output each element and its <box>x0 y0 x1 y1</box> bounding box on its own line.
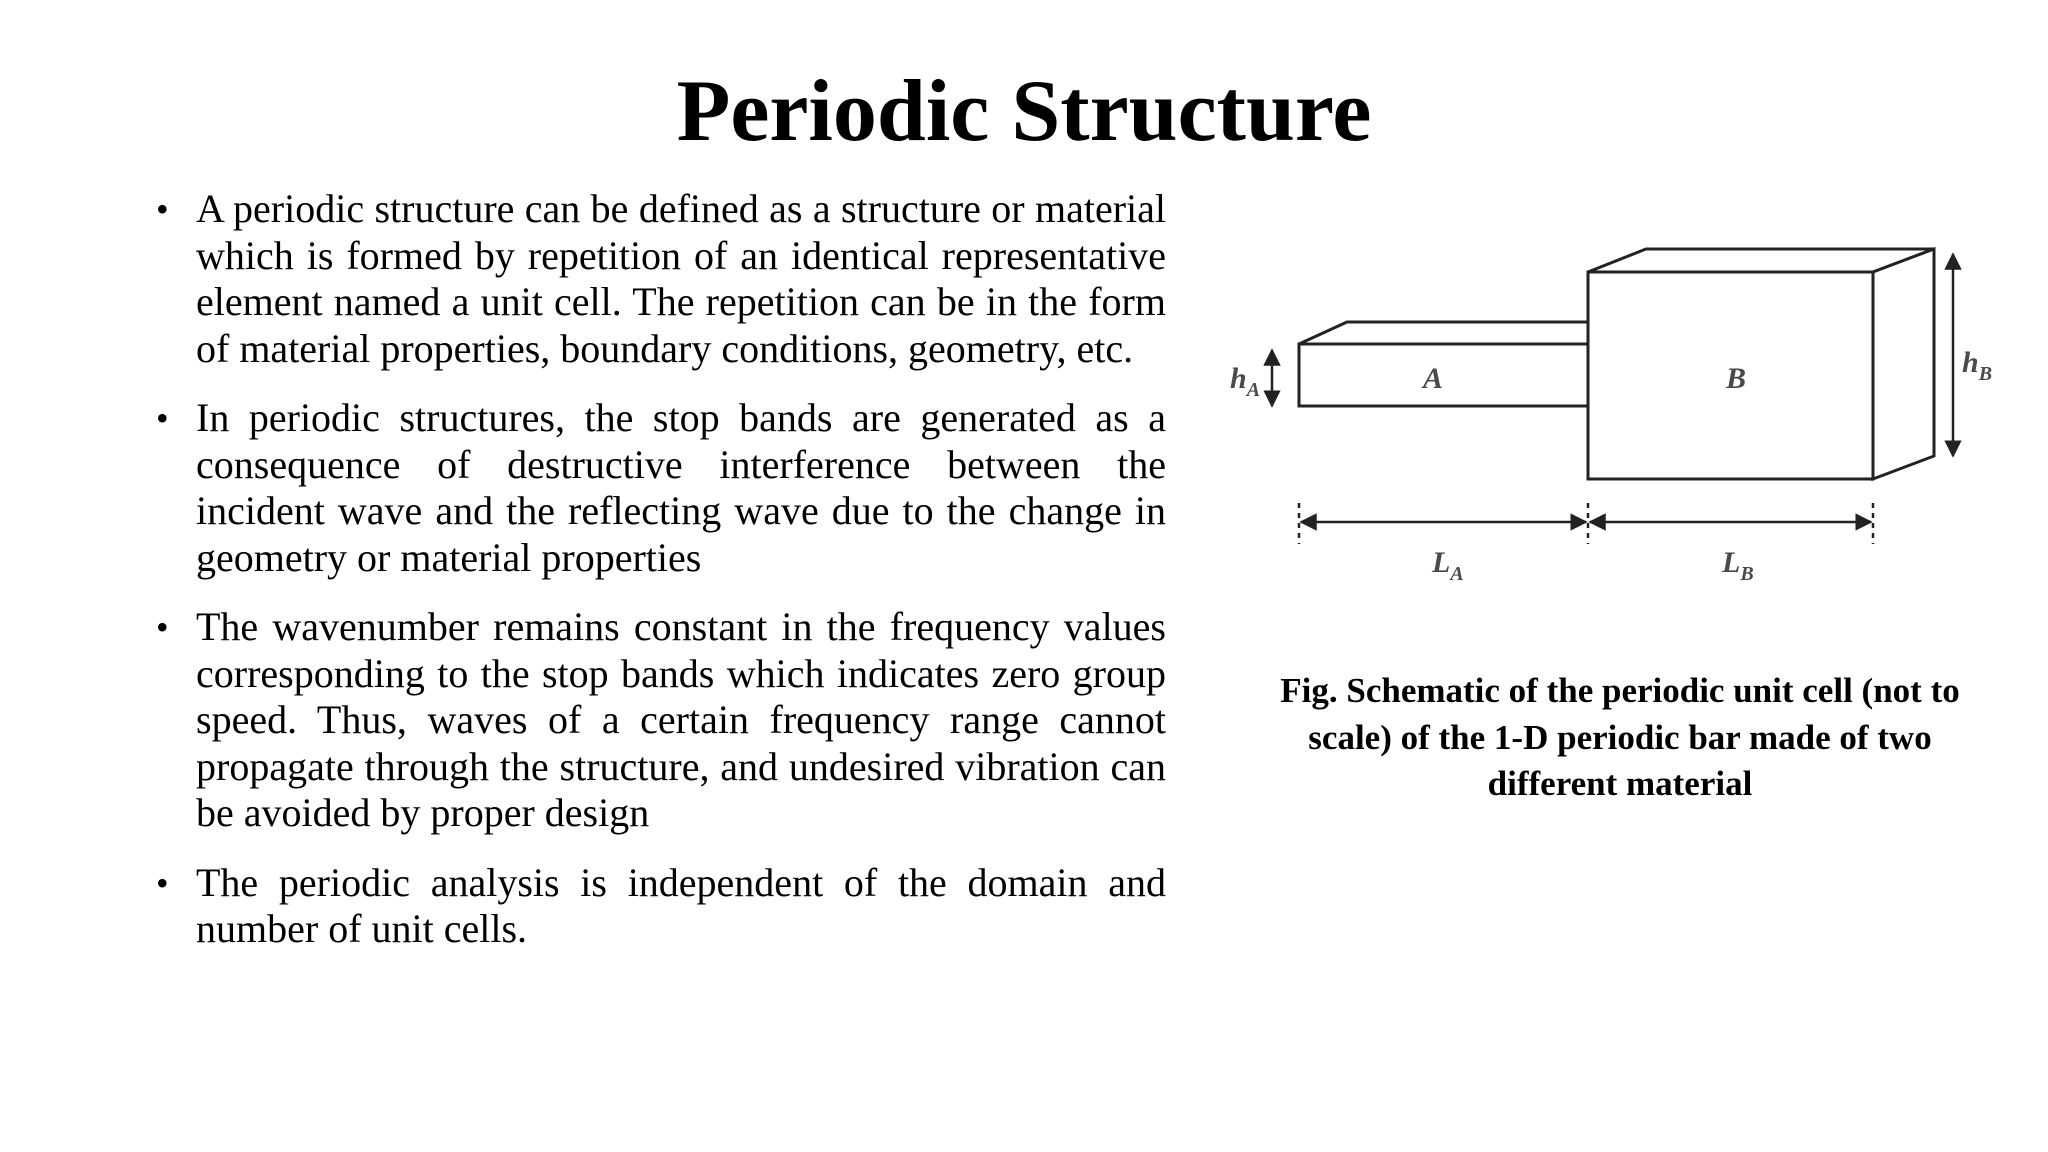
length-a-symbol: L <box>1432 546 1451 579</box>
bullet-item <box>146 604 1166 837</box>
bullet-item <box>146 395 1166 581</box>
bar-b-label: B <box>1725 362 1747 395</box>
height-a-symbol: h <box>1230 362 1247 395</box>
length-a-subscript: A <box>1450 563 1464 585</box>
slide-title: Periodic Structure <box>676 63 1372 160</box>
bullet-marker: • <box>156 862 169 903</box>
bar-a-front-face <box>1299 344 1588 406</box>
bullet-item <box>146 186 1166 372</box>
length-a-label <box>1431 546 1464 585</box>
bar-b <box>1588 249 1934 479</box>
bar-a-top-face <box>1299 322 1588 344</box>
bullet-marker: • <box>156 607 169 647</box>
height-b-symbol: h <box>1962 346 1979 379</box>
bullet-item <box>146 860 1166 953</box>
height-a-subscript: A <box>1246 379 1261 401</box>
height-a-label <box>1230 362 1260 401</box>
length-b-subscript: B <box>1740 563 1754 585</box>
bar-a <box>1299 322 1588 406</box>
bullet-list <box>146 186 1166 976</box>
bullet-text: In periodic structures, the stop bands are generated as a consequence of destructive interference between the incident wave and the reflecting wave due to the change in geometry or material properties <box>196 395 1166 580</box>
bullet-text: A periodic structure can be defined as a structure or material which is formed by repetition of an identical representative element named a unit cell. The repetition can be in the form of material properties, boundary conditions, geometry, etc. <box>196 186 1166 371</box>
bullet-marker: • <box>156 398 169 438</box>
height-b-dimension <box>1953 254 1992 456</box>
unit-cell-figure <box>1210 230 2010 610</box>
bullet-text: The wavenumber remains constant in the frequency values corresponding to the stop bands which indicates zero group speed. Thus, waves of a certain frequency range cannot propagate through the structure, and undesired vibration can be avoided by proper design <box>196 604 1166 835</box>
bar-b-side-face <box>1873 249 1934 479</box>
bullet-marker: • <box>156 189 169 229</box>
height-a-dimension <box>1230 350 1272 406</box>
height-b-label <box>1962 346 1992 385</box>
figure-caption: Fig. Schematic of the periodic unit cell (not to scale) of the 1-D periodic bar made of two different material <box>1280 671 1960 803</box>
unit-cell-diagram <box>1210 230 2010 610</box>
height-b-subscript: B <box>1978 363 1993 385</box>
bullet-text: The periodic analysis is independent of the domain and number of unit cells. <box>196 859 1166 951</box>
length-dimensions <box>1299 503 1873 585</box>
length-b-label <box>1721 546 1754 585</box>
length-b-symbol: L <box>1722 546 1741 579</box>
bar-a-label: A <box>1422 362 1444 395</box>
